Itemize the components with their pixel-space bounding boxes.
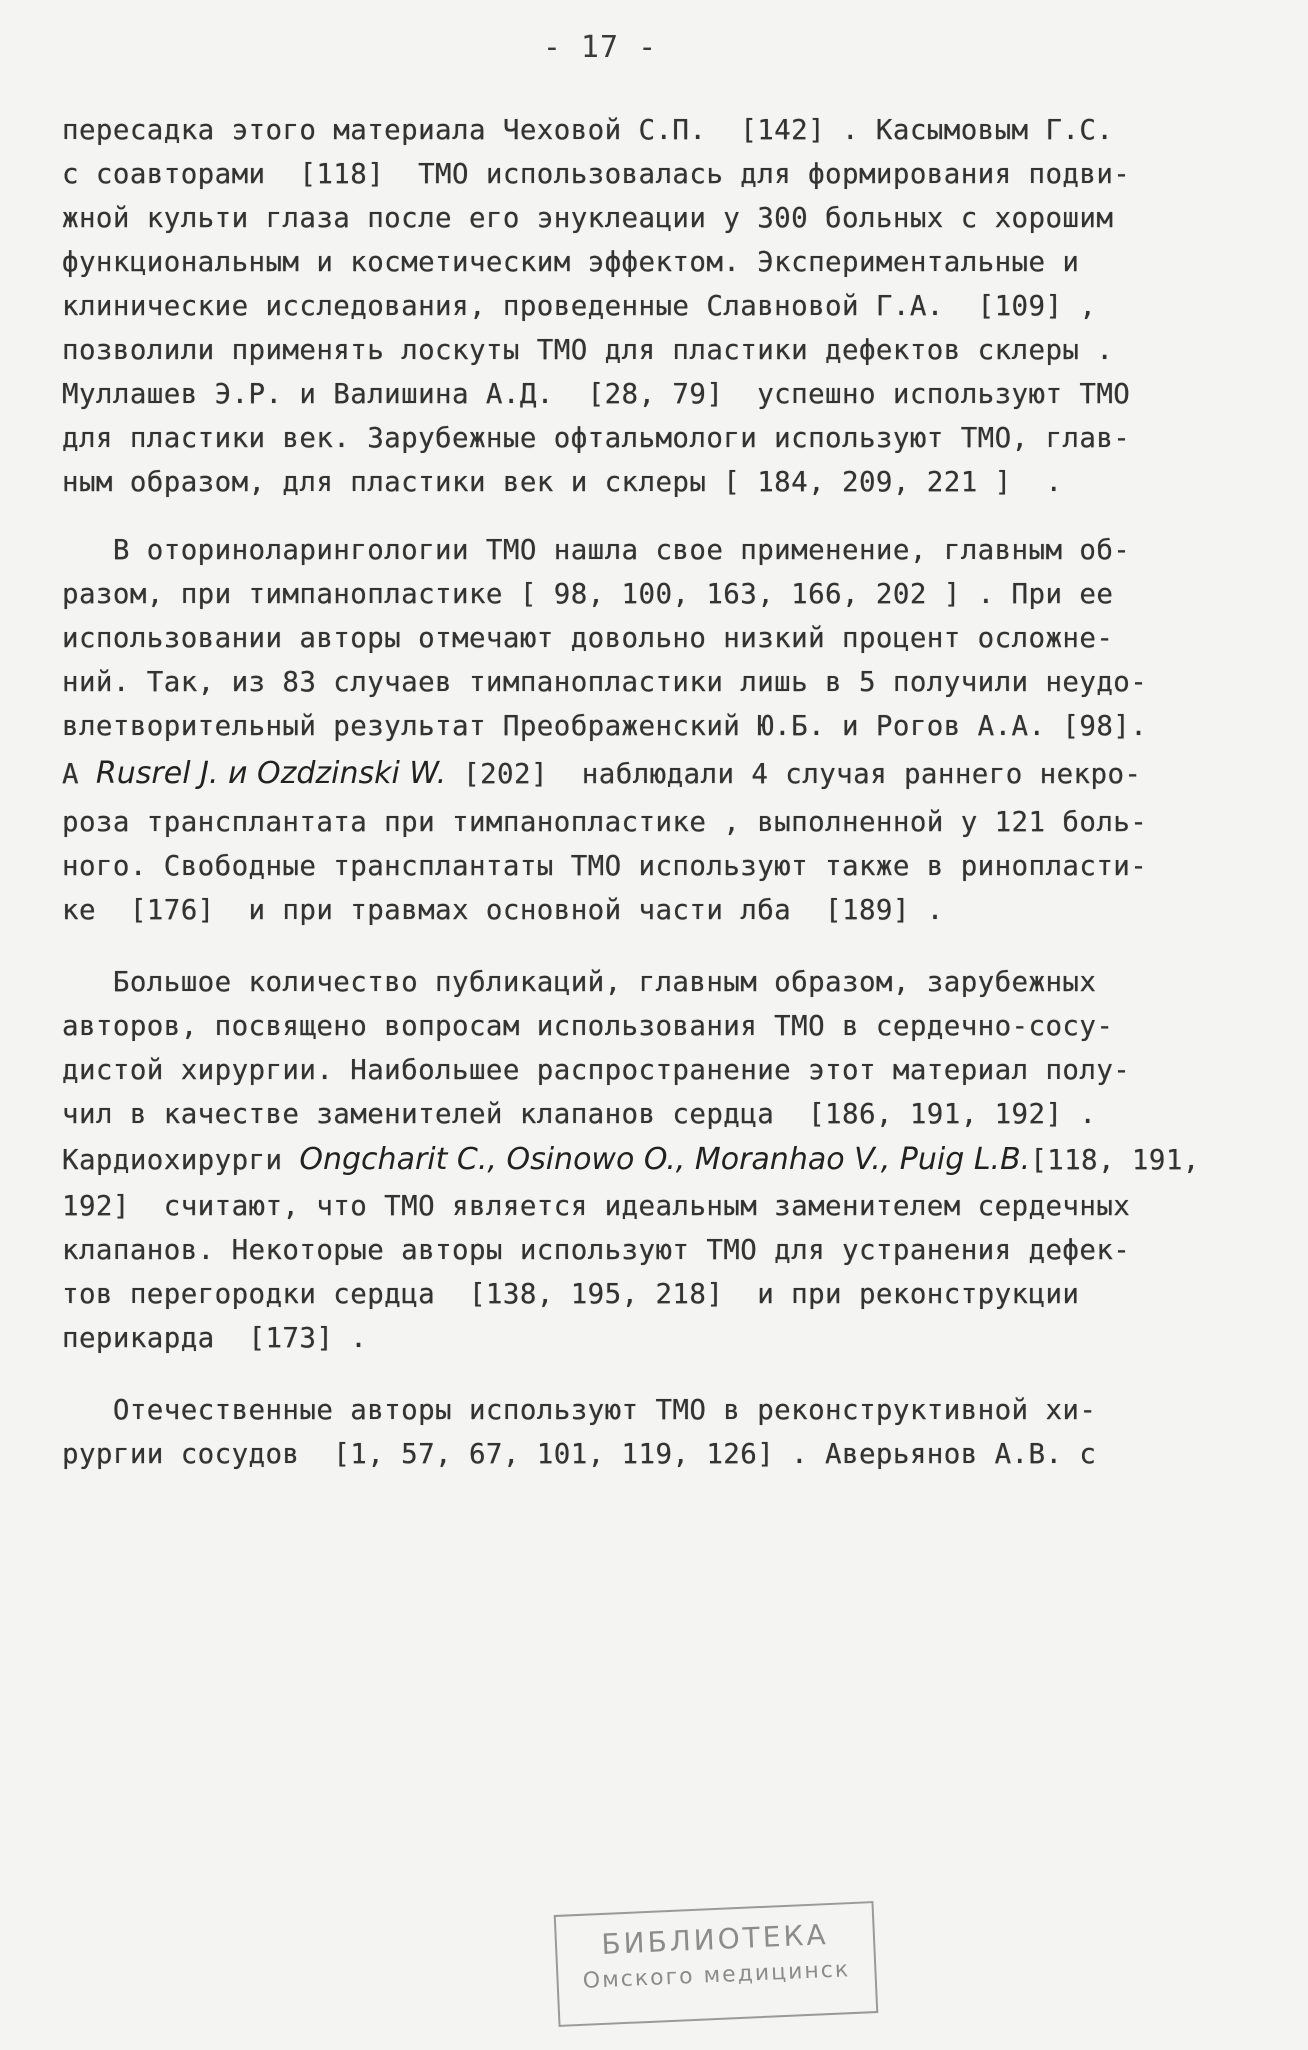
- text-line-15: [62, 754, 1141, 794]
- text-line-25: клапанов. Некоторые авторы используют ТМО для устранения дефек-: [62, 1234, 1131, 1266]
- page-number: - 17 -: [542, 30, 658, 65]
- text-line-23: [62, 1140, 1200, 1180]
- text-line-14: влетворительный результат Преображенский Ю.Б. и Рогов А.А. [98].: [62, 710, 1148, 742]
- text-line-11: разом, при тимпанопластике [ 98, 100, 163, 166, 202 ] . При ее: [62, 578, 1114, 610]
- text-line-19: Большое количество публикаций, главным образом, зарубежных: [62, 966, 1097, 998]
- text-line-9: ным образом, для пластики век и склеры [ 184, 209, 221 ] .: [62, 466, 1063, 498]
- text-line-17: ного. Свободные трансплантаты ТМО используют также в ринопласти-: [62, 850, 1148, 882]
- text-line-24: 192] считают, что ТМО является идеальным заменителем сердечных: [62, 1190, 1131, 1222]
- text-line-22: чил в качестве заменителей клапанов сердца [186, 191, 192] .: [62, 1098, 1097, 1130]
- text-line-16: роза трансплантата при тимпанопластике , выполненной у 121 боль-: [62, 806, 1148, 838]
- handwritten-authors-1: Rusrel J. и Ozdzinski W.: [95, 756, 447, 791]
- text-line-5: клинические исследования, проведенные Славновой Г.А. [109] ,: [62, 290, 1097, 322]
- text-line-12: использовании авторы отмечают довольно низкий процент осложне-: [62, 622, 1114, 654]
- text-line-18: ке [176] и при травмах основной части лба [189] .: [62, 894, 944, 926]
- text-line-3: жной культи глаза после его энуклеации у 300 больных с хорошим: [62, 202, 1114, 234]
- text-line-13: ний. Так, из 83 случаев тимпанопластики лишь в 5 получили неудо-: [62, 666, 1148, 698]
- library-stamp: [554, 1901, 879, 2027]
- text-line-29: рургии сосудов [1, 57, 67, 101, 119, 126] . Аверьянов А.В. с: [62, 1438, 1097, 1470]
- text-line-8: для пластики век. Зарубежные офтальмологи используют ТМО, глав-: [62, 422, 1131, 454]
- text-line-28: Отечественные авторы используют ТМО в реконструктивной хи-: [62, 1394, 1097, 1426]
- text-line-1: пересадка этого материала Чеховой С.П. [142] . Касымовым Г.С.: [62, 114, 1114, 146]
- text-line-26: тов перегородки сердца [138, 195, 218] и при реконструкции: [62, 1278, 1080, 1310]
- text-line-6: позволили применять лоскуты ТМО для пластики дефектов склеры .: [62, 334, 1114, 366]
- line-23-end: [118, 191,: [1030, 1144, 1200, 1176]
- line-23-start: Кардиохирурги: [62, 1144, 300, 1176]
- text-line-10: В оториноларингологии ТМО нашла свое применение, главным об-: [62, 534, 1131, 566]
- handwritten-authors-2: Ongcharit C., Osinowo O., Moranhao V., Puig L.B.: [299, 1142, 1031, 1177]
- line-15-end: [202] наблюдали 4 случая раннего некро-: [446, 758, 1142, 790]
- stamp-line-2: Омского медицинск: [582, 1957, 851, 1994]
- text-line-20: авторов, посвящено вопросам использования ТМО в сердечно-сосу-: [62, 1010, 1114, 1042]
- text-line-27: перикарда [173] .: [62, 1322, 368, 1354]
- text-line-2: с соавторами [118] ТМО использовалась для формирования подви-: [62, 158, 1131, 190]
- text-line-21: дистой хирургии. Наибольшее распространение этот материал полу-: [62, 1054, 1131, 1086]
- text-line-7: Муллашев Э.Р. и Валишина А.Д. [28, 79] успешно используют ТМО: [62, 378, 1131, 410]
- text-line-4: функциональным и косметическим эффектом. Экспериментальные и: [62, 246, 1080, 278]
- line-15-start: А: [62, 758, 96, 790]
- stamp-line-1: БИБЛИОТЕКА: [600, 1918, 830, 1961]
